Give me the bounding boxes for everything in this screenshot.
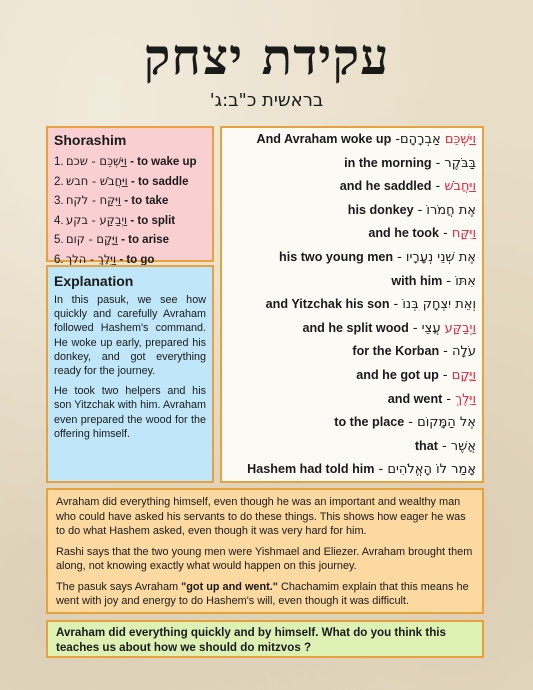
verse-hebrew	[446, 392, 476, 407]
summary-quote: "got up and went."	[181, 580, 278, 593]
summary-text	[56, 495, 474, 609]
verse-row	[228, 132, 476, 156]
shorashim-item	[54, 152, 206, 172]
verse-english: and Yitzchak his son	[265, 297, 390, 312]
shorashim-item	[54, 230, 206, 250]
verse-hebrew	[395, 132, 476, 147]
verse-row	[228, 392, 476, 416]
shorashim-hebrew: וַיַּשְׁכֵּם - שכם	[66, 154, 127, 168]
verse-english: and he saddled	[339, 179, 432, 194]
shorashim-box	[46, 126, 214, 266]
page-title: עקידת יצחק	[143, 27, 390, 86]
summary-paragraph: Rashi says that the two young men were Yishmael and Eliezer. Avraham brought them along, not knowing exactly what would happen on this journey.	[56, 545, 473, 572]
explanation-heading: Explanation	[54, 273, 134, 289]
shorashim-number: 2.	[54, 175, 64, 188]
shorashim-heading: Shorashim	[54, 132, 127, 148]
verse-row	[228, 439, 476, 463]
verse-hebrew-text: אֶת חֲמֹרוֹ -	[417, 202, 476, 218]
verse-row	[228, 156, 476, 180]
verse-hebrew	[408, 415, 476, 430]
verse-english: to the place	[334, 415, 405, 430]
question-text: Avraham did everything quickly and by himself. What do you think this teaches us about how we should do mitzvos ?	[56, 626, 446, 654]
verse-row	[228, 344, 476, 368]
verse-hebrew-text: -	[442, 226, 448, 242]
verse-hebrew-text: אֶת שְׁנֵי נְעָרָיו -	[397, 249, 476, 265]
verse-english: and he got up	[356, 367, 439, 382]
shorashim-list	[54, 152, 206, 269]
verse-hebrew	[443, 344, 476, 359]
verse-english: Hashem had told him	[247, 462, 375, 477]
verse-english: in the morning	[344, 155, 432, 170]
verse-hebrew	[394, 297, 476, 312]
verse-hebrew-text: עֹלָה -	[443, 344, 476, 360]
verse-row	[228, 297, 476, 321]
verse-row	[228, 179, 476, 203]
verse-hebrew	[442, 439, 476, 454]
shorashim-item	[54, 211, 206, 231]
verse-hebrew-verb: וַיָּקָם	[451, 367, 476, 383]
verse-row	[228, 226, 476, 250]
verse-row	[228, 203, 476, 227]
verse-hebrew-verb: וַיֵּלֶךְ	[455, 391, 476, 407]
verse-hebrew	[443, 226, 476, 241]
shorashim-english: - to saddle	[131, 175, 189, 188]
verse-hebrew-verb: וַיְבַקַּע	[444, 320, 476, 336]
shorashim-item	[54, 172, 206, 192]
shorashim-hebrew: וַיָּקָם - קום	[66, 232, 118, 246]
summary-box	[46, 488, 484, 614]
shorashim-hebrew: וַיַּחֲבֹשׁ - חבש	[66, 173, 128, 188]
verse-hebrew-text: וְאֵת יִצְחָק בְּנוֹ -	[393, 297, 476, 313]
verse-hebrew-text: -	[442, 367, 448, 383]
verse-english: and went	[387, 391, 443, 406]
verse-row	[228, 462, 476, 486]
verse-hebrew	[379, 462, 476, 477]
shorashim-number: 1.	[54, 156, 64, 168]
verse-hebrew-text: אֲשֶׁר -	[441, 438, 476, 454]
explanation-box	[46, 265, 214, 483]
verse-english: And Avraham woke up	[256, 132, 392, 146]
shorashim-hebrew: וַיִּקַּח - לקח	[66, 193, 122, 207]
shorashim-hebrew: וַיְבַקַּע - בקע	[66, 212, 128, 227]
shorashim-english: - to take	[124, 195, 169, 207]
verse-row	[228, 368, 476, 392]
verse-hebrew	[446, 274, 476, 289]
verse-hebrew	[397, 250, 476, 265]
summary-paragraph: Avraham did everything himself, even though he was an important and wealthy man who could have asked his servants to do these things. This shows how eager he was to do what Hashem asked, even though it was very hard for him.	[56, 496, 466, 537]
verse-english: and he took	[368, 226, 439, 241]
verse-hebrew-text: -	[446, 391, 452, 407]
shorashim-english: - to split	[130, 214, 176, 227]
explanation-paragraph: In this pasuk, we see how quickly and carefully Avraham followed Hashem's command. He woke up early, prepared his donkey, and got everything ready for the journey.	[54, 294, 206, 378]
verse-english: and he split wood	[302, 320, 409, 335]
verse-hebrew	[413, 321, 476, 336]
verse-hebrew	[443, 368, 476, 383]
verse-hebrew-verb: וַיִּקַּח	[451, 226, 476, 242]
shorashim-english: - to wake up	[130, 156, 197, 168]
verse-hebrew-text: אִתּוֹ -	[446, 273, 476, 289]
verse-hebrew-text: אַבְרָהָם-	[395, 132, 441, 147]
summary-text-part: The pasuk says Avraham	[56, 580, 182, 593]
verse-row	[228, 321, 476, 345]
verse-english: his two young men	[279, 249, 394, 264]
verse-hebrew-verb: וַיַּשְׁכֵּם	[444, 132, 476, 147]
verse-row	[228, 415, 476, 439]
verse-row	[228, 274, 476, 298]
page-subtitle: בראשית כ"ב:ג'	[209, 90, 324, 111]
shorashim-english: - to go	[119, 253, 155, 266]
shorashim-item	[54, 191, 206, 211]
shorashim-number: 6.	[54, 253, 64, 266]
explanation-text	[54, 293, 206, 441]
verse-hebrew-text: אָמַר לוֹ הָאֱלֹהִים -	[378, 462, 476, 478]
summary-paragraph	[56, 580, 474, 609]
verse-hebrew-text: -	[435, 179, 441, 195]
verse-english: with him	[391, 273, 443, 288]
summary-text-part: Chachamim explain that this means he went with joy and energy to do Hashem's will, even though it was difficult.	[56, 580, 469, 607]
shorashim-hebrew: וַיֵּלֶךְ - הלך	[66, 251, 117, 266]
verse-english: his donkey	[347, 202, 414, 217]
shorashim-english: - to arise	[121, 234, 170, 246]
verse-hebrew-verb: וַיַּחֲבֹשׁ	[444, 179, 476, 195]
shorashim-number: 4.	[54, 214, 64, 227]
verse-hebrew	[418, 203, 476, 218]
verse-hebrew-text: אֶל הַמָּקוֹם -	[408, 415, 476, 431]
verse-english: that	[414, 438, 438, 453]
verse-translation-box	[220, 126, 484, 483]
verse-hebrew-text: בַּבֹּקֶר -	[435, 155, 476, 171]
verse-hebrew-text: עֲצֵי -	[412, 320, 441, 336]
verse-hebrew	[435, 179, 476, 194]
shorashim-number: 3.	[54, 195, 64, 207]
verse-english: for the Korban	[352, 344, 440, 359]
verse-row	[228, 250, 476, 274]
explanation-paragraph: He took two helpers and his son Yitzchak with him. Avraham even prepared the wood for the offering himself.	[54, 385, 206, 440]
verse-hebrew	[436, 156, 476, 171]
question-box	[46, 620, 484, 658]
shorashim-number: 5.	[54, 234, 64, 246]
